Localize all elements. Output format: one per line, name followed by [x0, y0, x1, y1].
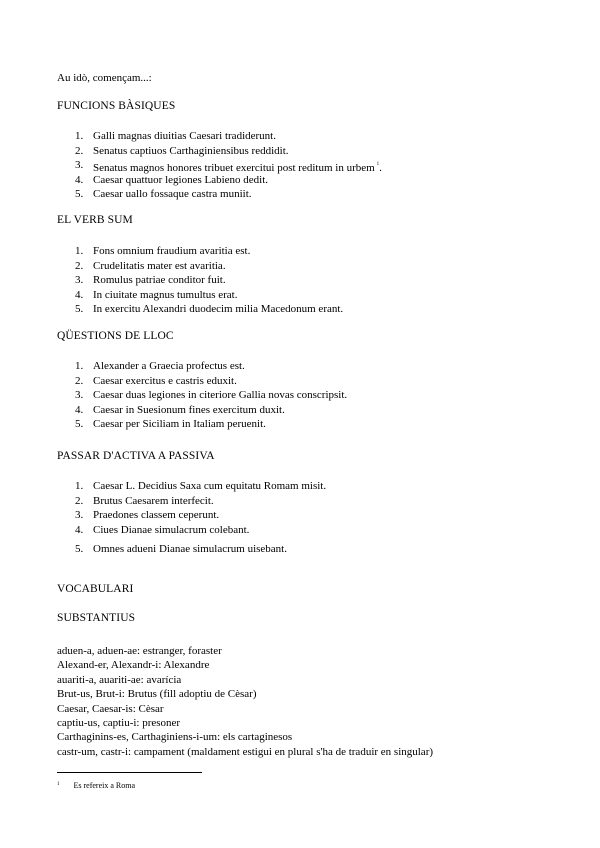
vocab-entry: Alexand-er, Alexandr-i: Alexandre — [57, 659, 210, 672]
item-number: 2. — [75, 259, 84, 272]
item-text: Brutus Caesarem interfecit. — [93, 494, 214, 507]
item-text: Ciues Dianae simulacrum colebant. — [93, 523, 250, 536]
list-item — [57, 158, 382, 173]
item-number: 5. — [75, 543, 84, 556]
list-item — [57, 129, 382, 144]
list-item — [57, 302, 343, 317]
item-number: 3. — [75, 159, 84, 172]
item-text: Omnes adueni Dianae simulacrum uisebant. — [93, 543, 287, 556]
intro-text: Au idò, començam...: — [57, 72, 152, 84]
item-number: 5. — [75, 303, 84, 316]
footnote-text: Es refereix a Roma — [73, 781, 136, 790]
item-number: 2. — [75, 144, 84, 157]
list-item — [57, 273, 343, 288]
list-item — [57, 508, 326, 523]
item-number: 1. — [75, 360, 84, 372]
item-text: Alexander a Graecia profectus est. — [93, 360, 245, 372]
list-item — [57, 259, 343, 274]
item-number: 3. — [75, 509, 84, 522]
list-item — [57, 288, 343, 303]
section-heading-activa-passiva: PASSAR D'ACTIVA A PASSIVA — [57, 450, 215, 462]
list-item — [57, 479, 326, 494]
vocab-entry: Carthaginins-es, Carthaginiens-i-um: els cartaginesos — [57, 731, 293, 744]
item-text-tail: . — [379, 162, 382, 175]
vocabulary-heading: VOCABULARI — [57, 583, 134, 595]
list-item — [57, 187, 382, 202]
item-number: 4. — [75, 173, 84, 186]
item-number: 2. — [75, 374, 84, 387]
exercise-list-activa-passiva — [57, 479, 326, 557]
item-number: 1. — [75, 245, 84, 257]
footnote-separator — [57, 772, 202, 773]
item-number: 2. — [75, 494, 84, 507]
item-number: 5. — [75, 418, 84, 431]
section-heading-funcions-basiques: FUNCIONS BÀSIQUES — [57, 100, 176, 112]
item-number: 3. — [75, 274, 84, 287]
list-item — [57, 388, 347, 403]
vocab-entry: Caesar, Caesar-is: Cèsar — [57, 702, 164, 715]
vocab-entry: captiu-us, captiu-i: presoner — [57, 716, 181, 729]
item-text: Caesar duas legiones in citeriore Gallia novas conscripsit. — [93, 389, 348, 402]
list-item — [57, 359, 347, 374]
footnote-mark: 1 — [57, 782, 60, 787]
vocabulary-list — [57, 644, 433, 759]
exercise-list-questions-de-lloc — [57, 359, 347, 432]
list-item — [57, 403, 347, 418]
list-item — [57, 542, 326, 557]
section-heading-verb-sum: EL VERB SUM — [57, 214, 133, 226]
list-item — [57, 144, 382, 159]
item-text: In ciuitate magnus tumultus erat. — [93, 288, 238, 301]
item-text: Caesar in Suesionum fines exercitum duxit. — [93, 403, 285, 416]
item-text: In exercitu Alexandri duodecim milia Macedonum erant. — [93, 303, 344, 316]
item-number: 1. — [75, 480, 84, 492]
list-item — [57, 417, 347, 432]
item-number: 5. — [75, 188, 84, 201]
item-text: Caesar per Siciliam in Italiam peruenit. — [93, 418, 266, 431]
item-text: Galli magnas diuitias Caesari tradiderunt. — [93, 130, 276, 142]
exercise-list-funcions-basiques — [57, 129, 382, 202]
list-item — [57, 244, 343, 259]
vocab-entry: castr-um, castr-i: campament (maldament estigui en plural s'ha de traduir en singular) — [57, 745, 434, 758]
section-heading-questions-de-lloc: QÜESTIONS DE LLOC — [57, 330, 174, 342]
item-number: 4. — [75, 403, 84, 416]
footnote-reference[interactable]: 1 — [376, 162, 380, 168]
item-text: Fons omnium fraudium avaritia est. — [93, 245, 251, 257]
list-item — [57, 173, 382, 188]
item-text: Praedones classem ceperunt. — [93, 509, 220, 522]
item-text: Crudelitatis mater est avaritia. — [93, 259, 226, 272]
footnote — [57, 781, 135, 790]
nouns-heading: SUBSTANTIUS — [57, 612, 136, 624]
item-text: Romulus patriae conditor fuit. — [93, 274, 226, 287]
item-number: 4. — [75, 288, 84, 301]
item-text: Caesar quattuor legiones Labieno dedit. — [93, 173, 269, 186]
list-item — [57, 374, 347, 389]
exercise-list-verb-sum — [57, 244, 343, 317]
item-text: Senatus magnos honores tribuet exercitui post reditum in urbem — [93, 162, 375, 175]
item-text: Caesar exercitus e castris eduxit. — [93, 374, 237, 387]
list-item — [57, 523, 326, 538]
vocab-entry: Brut-us, Brut-i: Brutus (fill adoptiu de Cèsar) — [57, 688, 257, 701]
item-number: 1. — [75, 130, 84, 142]
vocab-entry: auariti-a, auariti-ae: avarícia — [57, 673, 182, 686]
vocab-entry: aduen-a, aduen-ae: estranger, foraster — [57, 645, 222, 657]
item-number: 4. — [75, 523, 84, 536]
list-item — [57, 494, 326, 509]
item-number: 3. — [75, 389, 84, 402]
item-text: Caesar L. Decidius Saxa cum equitatu Romam misit. — [93, 480, 327, 492]
item-text: Caesar uallo fossaque castra muniit. — [93, 188, 252, 201]
item-text: Senatus captiuos Carthaginiensibus reddidit. — [93, 144, 289, 157]
